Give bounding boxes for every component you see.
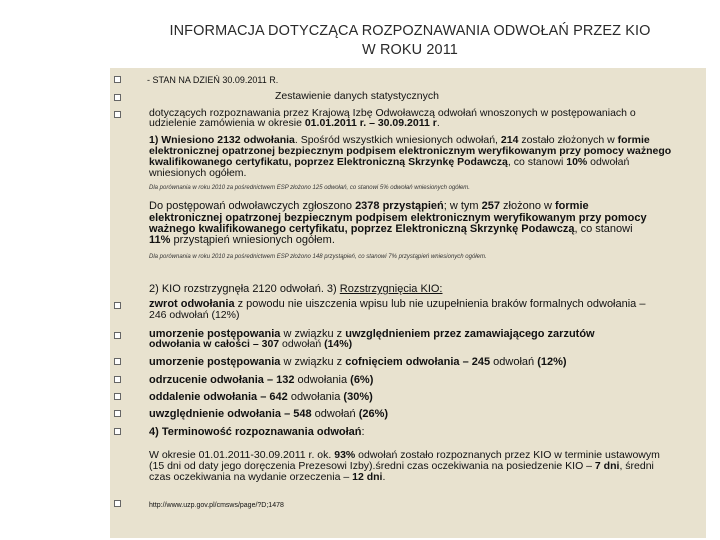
bullet-icon bbox=[114, 94, 121, 101]
item-zwrot: zwrot odwołania z powodu nie uiszczenia wpisu lub nie uzupełnienia braków formalnych odwołania – bbox=[149, 298, 646, 310]
title-line-2: W ROKU 2011 bbox=[362, 42, 458, 58]
bullet-icon bbox=[114, 332, 121, 339]
item-zwrot-line-2: 246 odwołań (12%) bbox=[149, 309, 240, 321]
bullet-icon bbox=[114, 376, 121, 383]
przyst-line-2: elektronicznej opatrzonej bezpiecznym podpisem elektronicznym weryfikowanym przy pomocy bbox=[149, 212, 647, 224]
bullet-icon bbox=[114, 428, 121, 435]
przyst-line-3: ważnego kwalifikowanego certyfikatu, poprzez Elektroniczną Skrzynkę Podawczą, co stanowi bbox=[149, 223, 633, 235]
bullet-icon bbox=[114, 500, 121, 507]
bullet-icon bbox=[114, 410, 121, 417]
item-umorzenie-uwzgl-line-2: odwołania w całości – 307 odwołań (14%) bbox=[149, 338, 353, 350]
zestawienie-heading: Zestawienie danych statystycznych bbox=[275, 90, 439, 102]
item-umorzenie-uwzgl: umorzenie postępowania w związku z uwzględnieniem przez zamawiającego zarzutów bbox=[149, 328, 595, 340]
item-odrzucenie: odrzucenie odwołania – 132 odwołania (6%) bbox=[149, 374, 374, 386]
section1-line-4: wniesionych ogółem. bbox=[149, 167, 247, 179]
closing-line-3: czas oczekiwania na wydanie orzeczenia – 12 dni. bbox=[149, 471, 386, 483]
title-line-1: INFORMACJA DOTYCZĄCA ROZPOZNAWANIA ODWOŁAŃ PRZEZ KIO bbox=[169, 23, 651, 39]
bullet-icon bbox=[114, 111, 121, 118]
section1-note: Dla porównania w roku 2010 za pośrednictwem ESP złożono 125 odwołań, co stanowi 5% odwołań wniesionych ogółem. bbox=[149, 185, 470, 191]
item-oddalenie: oddalenie odwołania – 642 odwołania (30%) bbox=[149, 391, 373, 403]
dotyczacych-line-1: dotyczących rozpoznawania przez Krajową Izbę Odwoławczą odwołań wnoszonych w postępowaniach o bbox=[149, 107, 636, 119]
przyst-note: Dla porównania w roku 2010 za pośrednictwem ESP złożono 148 przystąpień, co stanowi 7% przystąpień wniesionych ogółem. bbox=[149, 254, 487, 260]
stan-line: - STAN NA DZIEŃ 30.09.2011 R. bbox=[147, 75, 279, 85]
section1-line-1: 1) Wniesiono 2132 odwołania. Spośród wszystkich wniesionych odwołań, 214 zostało złożonych w formie bbox=[149, 134, 650, 146]
section1-line-3: kwalifikowanego certyfikatu, poprzez Elektroniczną Skrzynkę Podawczą, co stanowi 10% odwołań bbox=[149, 156, 630, 168]
bullet-icon bbox=[114, 76, 121, 83]
closing-line-1: W okresie 01.01.2011-30.09.2011 r. ok. 93% odwołań zostało rozpoznanych przez KIO w terminie ustawowym bbox=[149, 449, 660, 461]
closing-line-2: (15 dni od daty jego doręczenia Prezesowi Izby).średni czas oczekiwania na posiedzenie KIO – 7 dni, średni bbox=[149, 460, 654, 472]
bullet-icon bbox=[114, 358, 121, 365]
source-link[interactable]: http://www.uzp.gov.pl/cmsws/page/?D;1478 bbox=[149, 502, 284, 509]
bullet-icon bbox=[114, 302, 121, 309]
przyst-line-1: Do postępowań odwoławczych zgłoszono 2378 przystąpień; w tym 257 złożono w formie bbox=[149, 200, 589, 212]
przyst-line-4: 11% przystąpień wniesionych ogółem. bbox=[149, 234, 335, 246]
item-terminowosc: 4) Terminowość rozpoznawania odwołań: bbox=[149, 426, 365, 438]
dotyczacych-line-2: udzielenie zamówienia w okresie 01.01.2011 r. – 30.09.2011 r. bbox=[149, 117, 440, 129]
section1-line-2: elektronicznej opatrzonej bezpiecznym podpisem elektronicznym weryfikowanym przy pomocy ważnego bbox=[149, 145, 672, 157]
bullet-icon bbox=[114, 393, 121, 400]
item-uwzglednienie: uwzględnienie odwołania – 548 odwołań (26%) bbox=[149, 408, 389, 420]
page-title bbox=[110, 22, 710, 60]
section2-line: 2) KIO rozstrzygnęła 2120 odwołań. 3) Rozstrzygnięcia KIO: bbox=[149, 283, 443, 295]
item-umorzenie-cofn: umorzenie postępowania w związku z cofnięciem odwołania – 245 odwołań (12%) bbox=[149, 356, 567, 368]
